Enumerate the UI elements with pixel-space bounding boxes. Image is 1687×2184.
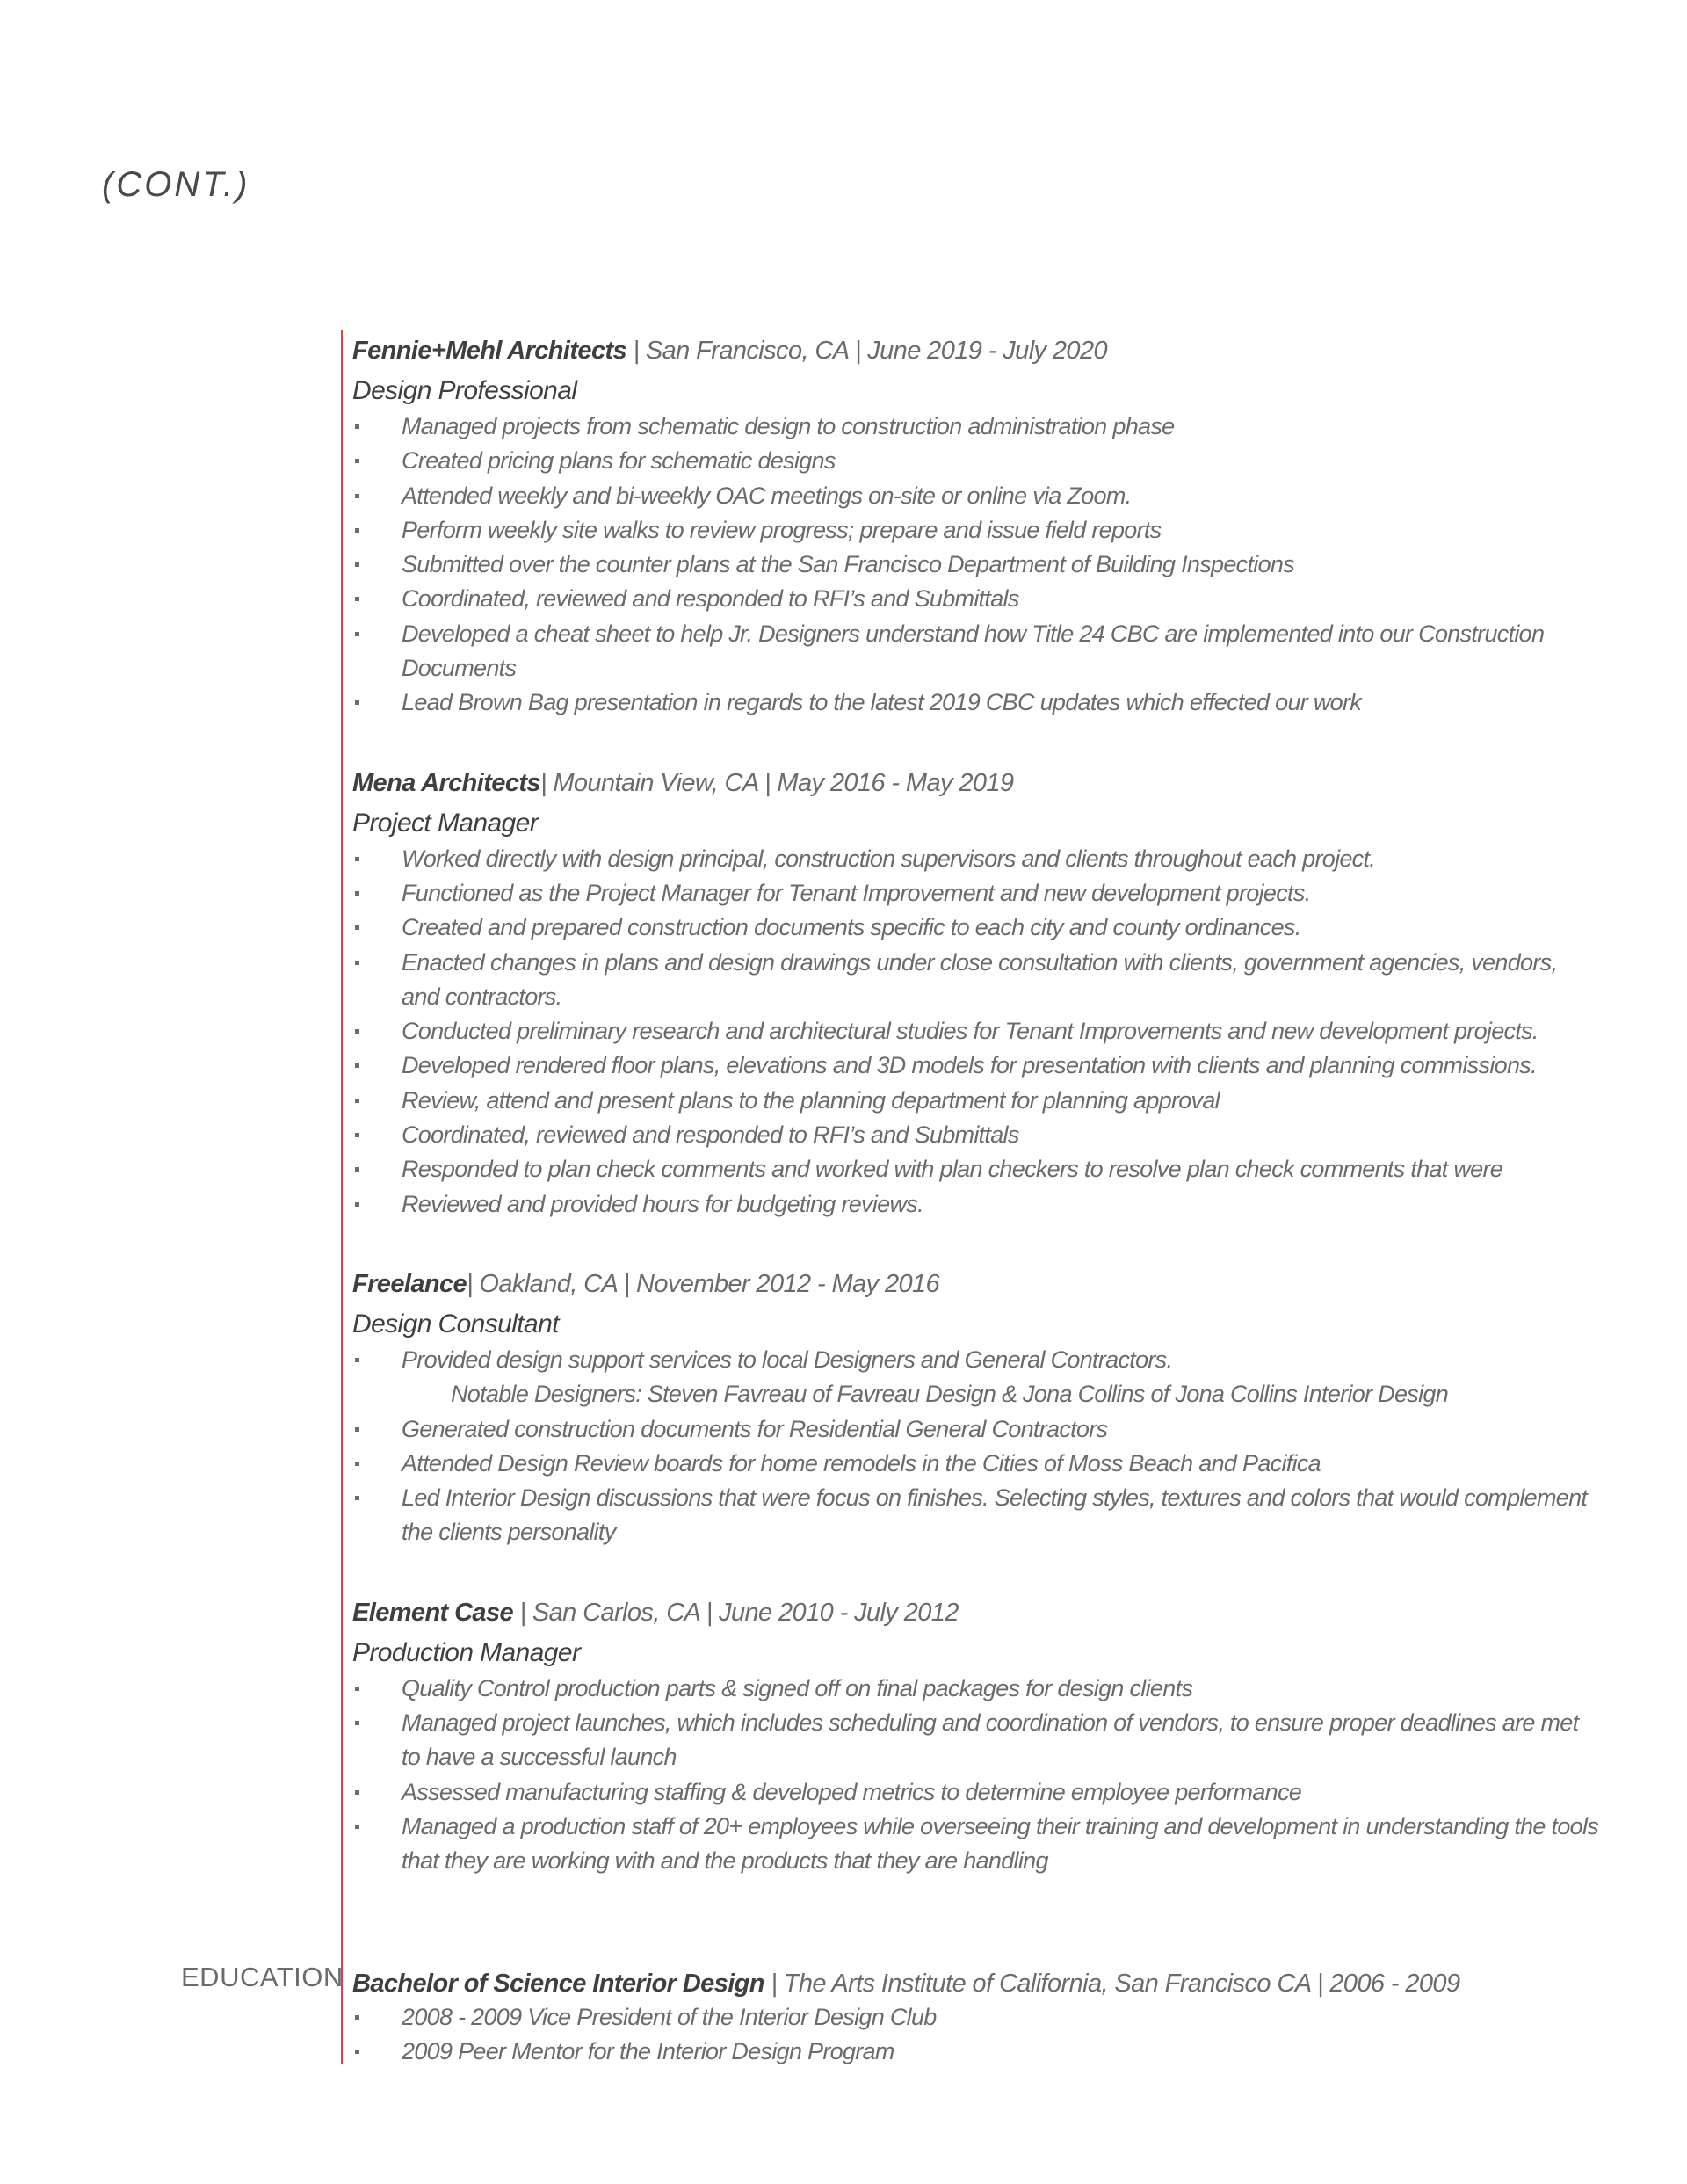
- bullet-item: Managed projects from schematic design to construction administration phase: [352, 410, 1600, 444]
- bullet-item: Review, attend and present plans to the planning department for planning approval: [352, 1084, 1600, 1118]
- company-name: Freelance: [352, 1269, 467, 1298]
- notable-designers-note: Notable Designers: Steven Favreau of Favreau Design & Jona Collins of Jona Collins Interior Design: [451, 1381, 1449, 1408]
- job-location-dates: | Oakland, CA | November 2012 - May 2016: [467, 1269, 940, 1298]
- company-name: Fennie+Mehl Architects: [352, 337, 627, 365]
- bullet-item: Enacted changes in plans and design drawings under close consultation with clients, government agencies, vendors, and contractors.: [352, 946, 1600, 1015]
- bullet-item: Led Interior Design discussions that were focus on finishes. Selecting styles, textures and colors that would complement the clients personality: [352, 1481, 1600, 1550]
- bullet-item: Attended weekly and bi-weekly OAC meetings on-site or online via Zoom.: [352, 479, 1600, 513]
- job-location-dates: | San Carlos, CA | June 2010 - July 2012: [513, 1598, 959, 1627]
- bullet-item: Managed project launches, which includes scheduling and coordination of vendors, to ensure proper deadlines are met to have a successful launch: [352, 1706, 1600, 1775]
- job-bullets: [352, 1343, 1600, 1550]
- school-location-dates: | The Arts Institute of California, San Francisco CA | 2006 - 2009: [764, 1970, 1460, 1998]
- job-location-dates: | Mountain View, CA | May 2016 - May 2019: [539, 768, 1014, 797]
- bullet-item: Generated construction documents for Residential General Contractors: [352, 1412, 1600, 1447]
- job-header: [352, 766, 1600, 800]
- company-name: Mena Architects: [352, 768, 540, 797]
- bullet-item: Developed rendered floor plans, elevations and 3D models for presentation with clients and planning commissions.: [352, 1048, 1600, 1083]
- bullet-item: Worked directly with design principal, construction supervisors and clients throughout each project.: [352, 842, 1600, 876]
- education-section: [352, 1967, 1600, 2070]
- job-title: Design Consultant: [352, 1309, 559, 1339]
- bullet-item: Coordinated, reviewed and responded to RFI’s and Submittals: [352, 1118, 1600, 1152]
- bullet-item: Responded to plan check comments and worked with plan checkers to resolve plan check comments that were: [352, 1152, 1600, 1186]
- job-title: Project Manager: [352, 808, 539, 838]
- bullet-item: Coordinated, reviewed and responded to RFI’s and Submittals: [352, 582, 1600, 616]
- job-header: [352, 1596, 1600, 1629]
- job-bullets: [352, 410, 1600, 721]
- education-header: [352, 1967, 1600, 2000]
- bullet-item: Submitted over the counter plans at the San Francisco Department of Building Inspections: [352, 548, 1600, 582]
- bullet-item: Perform weekly site walks to review progress; prepare and issue field reports: [352, 513, 1600, 548]
- bullet-item: Created pricing plans for schematic designs: [352, 444, 1600, 478]
- bullet-item: Created and prepared construction documents specific to each city and county ordinances.: [352, 911, 1600, 945]
- job-entry: [352, 1596, 1600, 1879]
- job-bullets: [352, 842, 1600, 1222]
- bullet-item: Quality Control production parts & signed off on final packages for design clients: [352, 1672, 1600, 1706]
- job-header: [352, 1267, 1600, 1301]
- bullet-item: Lead Brown Bag presentation in regards to the latest 2019 CBC updates which effected our work: [352, 686, 1600, 720]
- bullet-item: Provided design support services to local Designers and General Contractors.: [352, 1343, 1600, 1377]
- continued-heading: (CONT.): [102, 165, 250, 204]
- bullet-item: Developed a cheat sheet to help Jr. Designers understand how Title 24 CBC are implemented into our Construction Documents: [352, 617, 1600, 686]
- job-header: [352, 334, 1600, 367]
- education-label: EDUCATION: [181, 1962, 344, 1992]
- accent-divider-rule: [341, 330, 343, 2064]
- bullet-item: 2009 Peer Mentor for the Interior Design Program: [352, 2035, 1600, 2069]
- job-title: Design Professional: [352, 376, 577, 405]
- job-entry: [352, 1267, 1600, 1550]
- bullet-item: Functioned as the Project Manager for Tenant Improvement and new development projects.: [352, 876, 1600, 911]
- job-entry: [352, 334, 1600, 721]
- education-bullets: [352, 2000, 1600, 2070]
- job-bullets: [352, 1672, 1600, 1879]
- bullet-item: 2008 - 2009 Vice President of the Interior Design Club: [352, 2000, 1600, 2035]
- bullet-item: Attended Design Review boards for home remodels in the Cities of Moss Beach and Pacifica: [352, 1447, 1600, 1481]
- degree-name: Bachelor of Science Interior Design: [352, 1970, 764, 1998]
- bullet-item: Conducted preliminary research and architectural studies for Tenant Improvements and new development projects.: [352, 1014, 1600, 1048]
- company-name: Element Case: [352, 1598, 513, 1627]
- job-location-dates: | San Francisco, CA | June 2019 - July 2020: [626, 337, 1108, 365]
- bullet-item: Assessed manufacturing staffing & developed metrics to determine employee performance: [352, 1775, 1600, 1810]
- experience-section: [352, 334, 1600, 1925]
- job-title: Production Manager: [352, 1637, 581, 1667]
- bullet-item: Managed a production staff of 20+ employees while overseeing their training and development in understanding the tools that they are working with and the products that they are handling: [352, 1810, 1600, 1879]
- job-entry: [352, 766, 1600, 1222]
- bullet-item: Reviewed and provided hours for budgeting reviews.: [352, 1187, 1600, 1222]
